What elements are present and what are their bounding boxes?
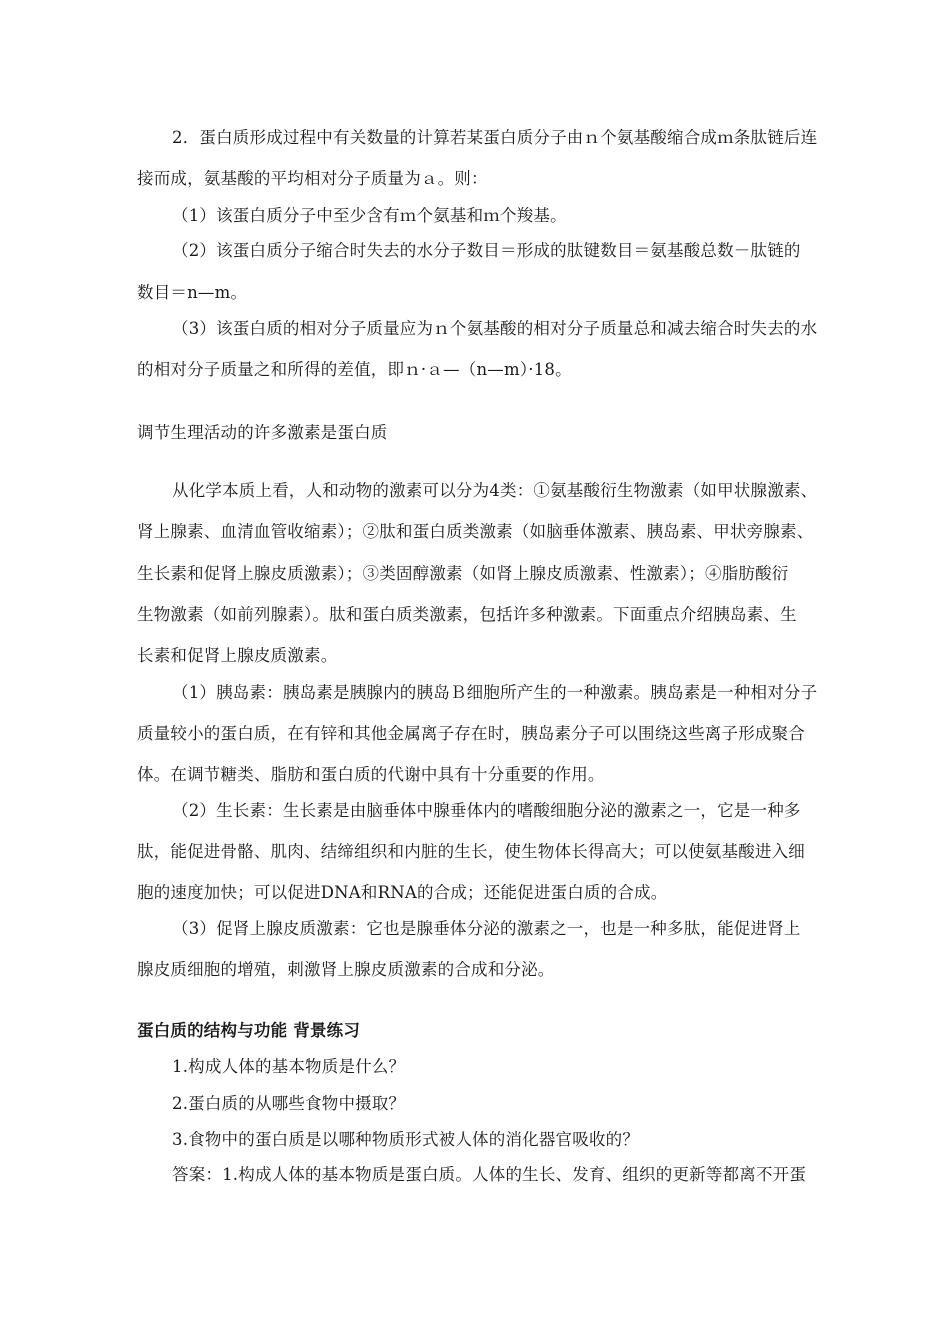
exercise-heading: 蛋白质的结构与功能 背景练习 (137, 1021, 361, 1040)
acth-line: 腺皮质细胞的增殖，刺激肾上腺皮质激素的合成和分泌。 (137, 960, 555, 979)
calc-item1: （1）该蛋白质分子中至少含有ｍ个氨基和ｍ个羧基。 (172, 206, 567, 225)
acth-line: （3）促肾上腺皮质激素：它也是腺垂体分泌的激素之一，也是一种多肽，能促进肾上 (172, 919, 801, 938)
hormones-para-line: 生物激素（如前列腺素）。肽和蛋白质类激素，包括许多种激素。下面重点介绍胰岛素、生 (137, 605, 797, 624)
growth-hormone-line: 肽，能促进骨骼、肌肉、结缔组织和内脏的生长，使生物体长得高大；可以使氨基酸进入细 (137, 842, 805, 861)
calc-item2-line1: （2）该蛋白质分子缩合时失去的水分子数目＝形成的肽键数目＝氨基酸总数－肽链的 (172, 241, 801, 260)
calc-intro-line1: 2．蛋白质形成过程中有关数量的计算若某蛋白质分子由ｎ个氨基酸缩合成ｍ条肽链后连 (172, 128, 818, 147)
exercise-question: 3.食物中的蛋白质是以哪种物质形式被人体的消化器官吸收的？ (172, 1130, 640, 1149)
insulin-line: （1）胰岛素：胰岛素是胰腺内的胰岛Ｂ细胞所产生的一种激素。胰岛素是一种相对分子 (172, 683, 818, 702)
hormones-para-line: 从化学本质上看，人和动物的激素可以分为4类：①氨基酸衍生物激素（如甲状腺激素、 (172, 481, 818, 500)
calc-item3-line1: （3）该蛋白质的相对分子质量应为ｎ个氨基酸的相对分子质量总和减去缩合时失去的水 (172, 319, 818, 338)
growth-hormone-line: 胞的速度加快；可以促进DNA和RNA的合成；还能促进蛋白质的合成。 (137, 883, 668, 902)
exercise-question: 1.构成人体的基本物质是什么？ (172, 1057, 406, 1076)
hormones-heading: 调节生理活动的许多激素是蛋白质 (137, 423, 388, 442)
calc-intro-line2: 接而成，氨基酸的平均相对分子质量为ａ。则： (137, 169, 488, 188)
insulin-line: 质量较小的蛋白质，在有锌和其他金属离子存在时，胰岛素分子可以围绕这些离子形成聚合 (137, 724, 805, 743)
calc-item2-line2: 数目＝n—m。 (137, 283, 248, 302)
hormones-para-line: 长素和促肾上腺皮质激素。 (137, 646, 338, 665)
growth-hormone-line: （2）生长素：生长素是由脑垂体中腺垂体内的嗜酸细胞分泌的激素之一，它是一种多 (172, 801, 801, 820)
exercise-question: 2.蛋白质的从哪些食物中摄取？ (172, 1094, 406, 1113)
insulin-line: 体。在调节糖类、脂肪和蛋白质的代谢中具有十分重要的作用。 (137, 765, 605, 784)
hormones-para-line: 生长素和促肾上腺皮质激素）；③类固醇激素（如肾上腺皮质激素、性激素）；④脂肪酸衍 (137, 564, 789, 583)
exercise-answer: 答案：1.构成人体的基本物质是蛋白质。人体的生长、发育、组织的更新等都离不开蛋 (172, 1165, 807, 1184)
calc-item3-line2: 的相对分子质量之和所得的差值，即ｎ·ａ—（n—m）·18。 (137, 360, 572, 379)
hormones-para-line: 肾上腺素、血清血管收缩素）；②肽和蛋白质类激素（如脑垂体激素、胰岛素、甲状旁腺素、 (137, 522, 814, 541)
